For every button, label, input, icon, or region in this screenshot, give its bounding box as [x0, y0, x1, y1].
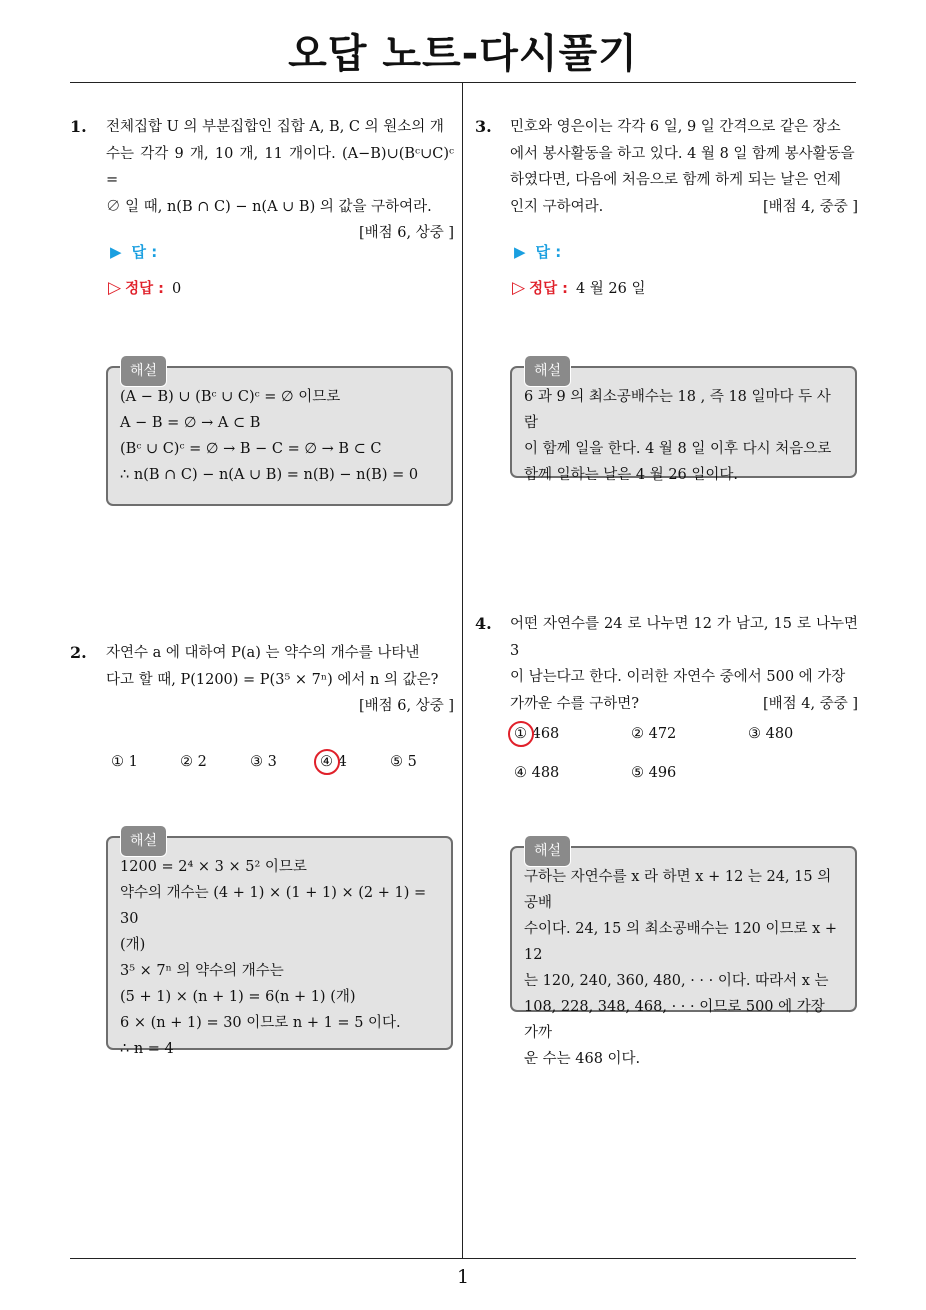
explanation-line: (개): [120, 937, 146, 953]
problem-text-line: 에서 봉사활동을 하고 있다. 4 월 8 일 함께 봉사활동을: [510, 145, 855, 162]
problem-score: [배점 4, 중중 ]: [762, 198, 858, 215]
problem-3-correct-answer: [512, 277, 645, 298]
problem-3-text: [510, 114, 858, 220]
problem-text-last-line: [510, 194, 858, 221]
explanation-line: 108, 228, 348, 468, · · · 이므로 500 에 가장 가까: [524, 999, 825, 1041]
choice-4[interactable]: ④ 4: [320, 754, 347, 770]
choice-4[interactable]: ④ 488: [514, 765, 560, 781]
explanation-line: 1200 = 2⁴ × 3 × 5² 이므로: [120, 859, 307, 875]
answer-label: 답 :: [535, 243, 562, 261]
explanation-tag: 해설: [524, 355, 571, 387]
problem-3-explanation: [510, 363, 857, 483]
correct-label: 정답 :: [529, 281, 568, 297]
explanation-line: 약수의 개수는 (4 + 1) × (1 + 1) × (2 + 1) = 30: [120, 885, 427, 927]
triangle-outline-icon: ▷: [108, 278, 122, 298]
page-title: 오답 노트-다시풀기: [288, 31, 638, 77]
choice-3[interactable]: ③ 480: [748, 726, 794, 742]
triangle-outline-icon: ▷: [512, 278, 526, 298]
correct-label: 정답 :: [125, 281, 164, 297]
choice-3[interactable]: ③ 3: [250, 754, 277, 770]
problem-text-line: 하였다면, 다음에 처음으로 함께 하게 되는 날은 언제: [510, 172, 842, 188]
problem-1-text: [106, 114, 454, 247]
choice-2[interactable]: ② 2: [180, 754, 207, 770]
play-icon: ▶: [514, 243, 526, 261]
explanation-tag: 해설: [120, 355, 167, 387]
problem-text-line: 가까운 수를 구하면?: [510, 695, 640, 712]
page-number: 1: [456, 1266, 470, 1288]
problem-3-number: 3.: [475, 117, 492, 136]
explanation-line: (Bᶜ ∪ C)ᶜ = ∅ → B − C = ∅ → B ⊂ C: [120, 441, 382, 457]
explanation-line: ∴ n = 4: [120, 1041, 174, 1057]
problem-1-explanation: [106, 363, 453, 506]
problem-score: [배점 4, 중중 ]: [762, 695, 858, 712]
answer-label: 답 :: [131, 243, 158, 261]
problem-text-line: 이 남는다고 한다. 이러한 자연수 중에서 500 에 가장: [510, 669, 846, 685]
correct-value: 4 월 26 일: [575, 281, 646, 297]
bottom-divider: [70, 1258, 856, 1259]
problem-text-line: 전체집합 U 의 부분집합인 집합 A, B, C 의 원소의 개: [106, 119, 444, 135]
explanation-tag: 해설: [120, 825, 167, 857]
explanation-line: 는 120, 240, 360, 480, · · · 이다. 따라서 x 는: [524, 973, 829, 989]
problem-4-number: 4.: [475, 614, 492, 633]
problem-1-correct-answer: [108, 277, 181, 298]
problem-text-last-line: [510, 691, 858, 718]
problem-4-text: [510, 611, 858, 717]
explanation-line: ∴ n(B ∩ C) − n(A ∪ B) = n(B) − n(B) = 0: [120, 467, 419, 483]
explanation-line: 이 함께 일을 한다. 4 월 8 일 이후 다시 처음으로: [524, 441, 832, 457]
problem-text-line: ∅ 일 때, n(B ∩ C) − n(A ∪ B) 의 값을 구하여라.: [106, 198, 432, 215]
problem-2-explanation: [106, 833, 453, 1057]
problem-2-text: [106, 640, 454, 720]
problem-text-line: 자연수 a 에 대하여 P(a) 는 약수의 개수를 나타낸: [106, 645, 420, 661]
problem-text-line: 다고 할 때, P(1200) = P(3⁵ × 7ⁿ) 에서 n 의 값은?: [106, 671, 439, 688]
choice-1[interactable]: ① 1: [111, 754, 138, 770]
problem-score: [배점 6, 상중 ]: [358, 225, 454, 241]
problem-3-answer-field[interactable]: [514, 241, 561, 262]
problem-score: [배점 6, 상중 ]: [358, 698, 454, 714]
problem-text-line: 어떤 자연수를 24 로 나누면 12 가 남고, 15 로 나누면 3: [510, 616, 858, 659]
problem-2-number: 2.: [70, 643, 87, 662]
problem-text-line: 인지 구하여라.: [510, 198, 604, 215]
problem-text-line: 민호와 영은이는 각각 6 일, 9 일 간격으로 같은 장소: [510, 119, 841, 135]
explanation-line: 6 과 9 의 최소공배수는 18 , 즉 18 일마다 두 사람: [524, 389, 831, 431]
play-icon: ▶: [110, 243, 122, 261]
explanation-line: 구하는 자연수를 x 라 하면 x + 12 는 24, 15 의 공배: [524, 869, 832, 911]
explanation-line: 함께 일하는 날은 4 월 26 일이다.: [524, 467, 739, 483]
explanation-line: (A − B) ∪ (Bᶜ ∪ C)ᶜ = ∅ 이므로: [120, 389, 341, 405]
column-divider: [462, 83, 463, 1258]
problem-1-answer-field[interactable]: [110, 241, 157, 262]
explanation-line: (5 + 1) × (n + 1) = 6(n + 1) (개): [120, 989, 356, 1005]
choice-5[interactable]: ⑤ 5: [390, 754, 417, 770]
problem-1-number: 1.: [70, 117, 87, 136]
choice-5[interactable]: ⑤ 496: [631, 765, 677, 781]
choice-1[interactable]: ① 468: [514, 726, 560, 742]
explanation-line: A − B = ∅ → A ⊂ B: [120, 415, 261, 431]
explanation-line: 수이다. 24, 15 의 최소공배수는 120 이므로 x + 12: [524, 921, 838, 963]
correct-value: 0: [171, 281, 182, 297]
top-divider: [70, 82, 856, 83]
problem-text-line: 수는 각각 9 개, 10 개, 11 개이다. (A−B)∪(Bᶜ∪C)ᶜ =: [106, 145, 454, 188]
explanation-line: 3⁵ × 7ⁿ 의 약수의 개수는: [120, 963, 284, 979]
problem-4-explanation: [510, 843, 857, 1067]
explanation-line: 운 수는 468 이다.: [524, 1051, 641, 1067]
explanation-tag: 해설: [524, 835, 571, 867]
selected-choice-circle: [314, 749, 340, 775]
explanation-line: 6 × (n + 1) = 30 이므로 n + 1 = 5 이다.: [120, 1015, 401, 1031]
selected-choice-circle: [508, 721, 534, 747]
choice-2[interactable]: ② 472: [631, 726, 677, 742]
